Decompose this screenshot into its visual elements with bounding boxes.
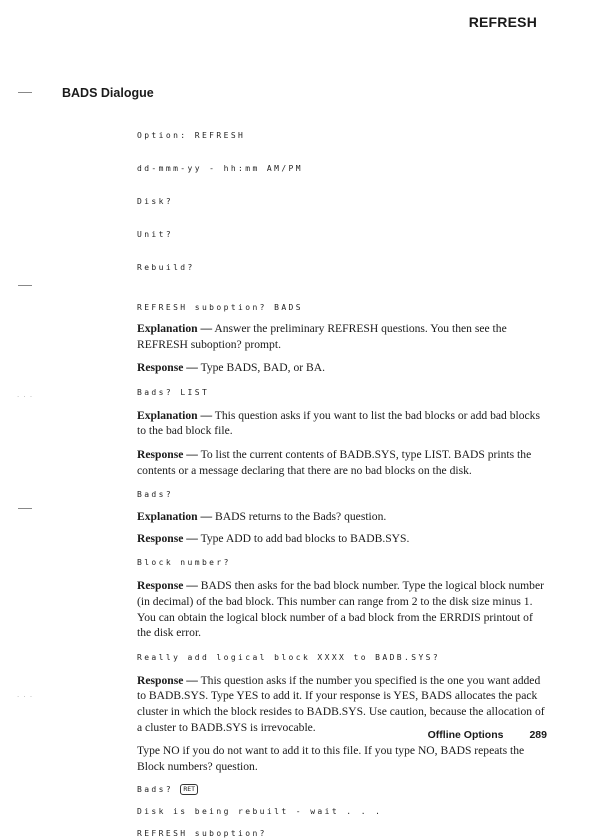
margin-dots: · · · [17,393,34,401]
response-paragraph [137,531,547,547]
explanation-text: BADS returns to the Bads? question. [212,510,387,524]
explanation-paragraph [137,321,547,352]
response-label: Response — [137,361,198,375]
rebuild-status: Disk is being rebuilt - wait . . . [137,807,383,817]
page-footer [428,729,547,741]
suboption-prompt [137,302,547,313]
explanation-paragraph [137,509,547,525]
prompt-text: Bads? [137,387,181,397]
code-line: Rebuild? [137,263,195,272]
response-text: Type ADD to add bad blocks to BADB.SYS. [197,531,410,545]
margin-mark [18,285,32,286]
running-head: REFRESH [468,14,537,30]
footer-section: Offline Options [427,729,504,741]
margin-mark [18,508,32,509]
response-text: BADS then asks for the bad block number. Type the logical block number (in decimal) of the bad block. This number can range from 2 to the disk size minus 1. You can obtain the logical block number of a bad block from the ERRDIS printout of the disk error. [137,579,544,640]
return-key-icon: RET [180,784,198,795]
prompt-value: LIST [180,387,210,397]
response-paragraph [137,673,547,735]
explanation-label: Explanation — [137,322,213,335]
response-text: This question asks if the number you specified is the one you want added to BADB.SYS. Type YES to add it. If your response is YES, BADS allocates the pack cluster in which the block resides to BADB.SYS. Use caution, because the allocation of a cluster to BADB.SYS is irrevocable. [137,673,545,734]
code-line: Unit? [137,230,174,239]
explanation-label: Explanation — [137,510,213,524]
explanation-text: Answer the preliminary REFRESH questions. You then see the REFRESH suboption? prompt. [137,322,507,351]
response-label: Response — [137,673,198,687]
response-paragraph [137,447,547,478]
prompt-text: REFRESH suboption? [137,303,275,312]
response-text: To list the current contents of BADB.SYS, type LIST. BADS prints the contents or a message declaring that there are no bad blocks on the disk. [137,447,532,477]
response-text: Type BADS, BAD, or BA. [197,361,326,375]
response-paragraph [137,578,547,640]
explanation-paragraph [137,408,547,439]
prompt-value: BADS [274,303,303,312]
code-line: Option: REFRESH [137,131,246,140]
bads-prompt: Bads? [137,490,174,500]
really-add-prompt: Really add logical block XXXX to BADB.SYS? [137,652,441,662]
response-label: Response — [137,447,198,461]
block-number-prompt: Block number? [137,558,231,568]
page-number: 289 [529,729,547,741]
code-line: dd-mmm-yy - hh:mm AM/PM [137,164,303,173]
section-title: BADS Dialogue [62,86,154,100]
bads-list-prompt [137,387,547,398]
response-label: Response — [137,579,198,593]
response-label: Response — [137,531,198,545]
refresh-suboption-prompt: REFRESH suboption? [137,829,267,839]
body-paragraph: Type NO if you do not want to add it to this file. If you type NO, BADS repeats the Block numbers? question. [137,744,525,773]
bads-ret-prompt [137,784,547,795]
explanation-label: Explanation — [137,408,213,422]
margin-mark [18,92,32,93]
intro-code-block [137,108,547,295]
code-line: Disk? [137,197,174,206]
explanation-text: This question asks if you want to list the bad blocks or add bad blocks to the bad block file. [137,408,540,438]
margin-dots: · · · [17,693,34,701]
response-paragraph [137,360,547,376]
prompt-text: Bads? [137,785,181,795]
